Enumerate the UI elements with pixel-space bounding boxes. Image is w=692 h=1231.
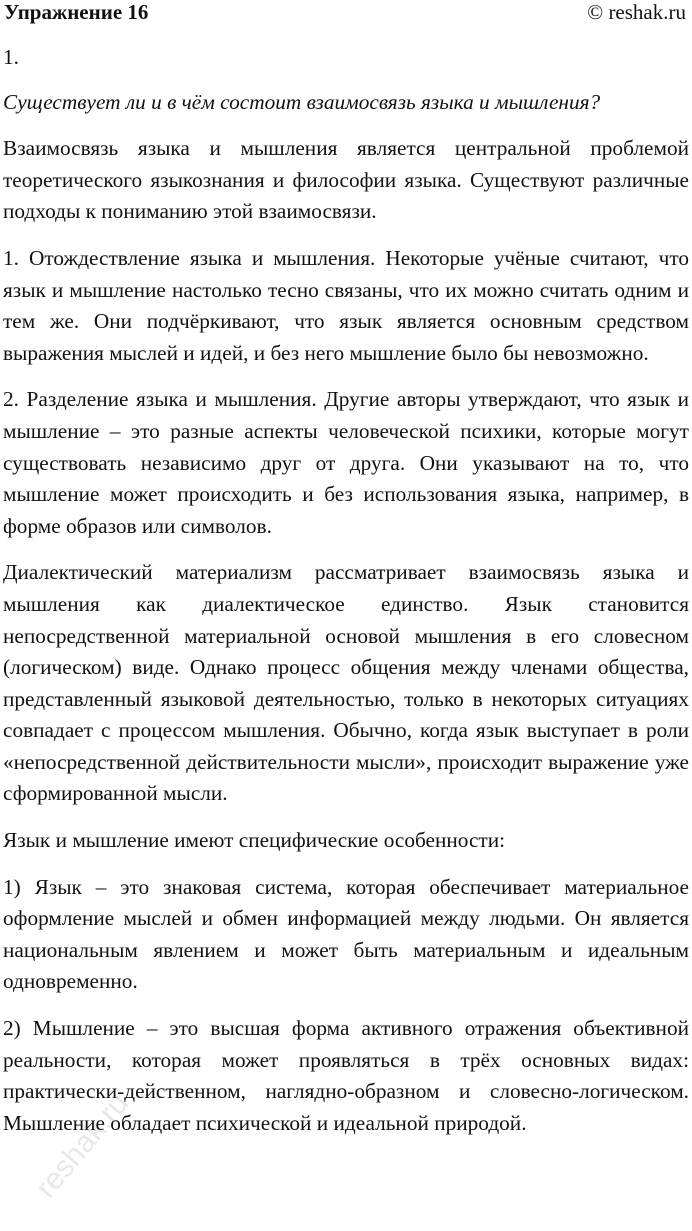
paragraph-dialectical: Диалектический материализм рассматривает взаимосвязь языка и мышления как диалектическое единство. Язык становится непосредственной материальной основой мышления в его словесном (логическом) виде. Однако процесс общения между членами общества, представленный языковой деятельностью, только в некоторых ситуациях совпадает с процессом мышления. Обычно, когда язык выступает в роли «непосредственной действительности мысли», происходит выражение уже сформированной мысли. xyxy=(3,560,689,806)
paragraph-separation: 2. Разделение языка и мышления. Другие авторы утверждают, что язык и мышление – это разные аспекты человеческой психики, которые могут существовать независимо друг от друга. Они указывают на то, что мышление может происходить и без использования языка, например, в форме образов или символов. xyxy=(3,387,689,538)
paragraph-intro: Взаимосвязь языка и мышления является центральной проблемой теоретического языкознания и философии языка. Существуют различные подходы к пониманию этой взаимосвязи. xyxy=(3,136,689,224)
exercise-title: Упражнение 16 xyxy=(4,0,149,24)
paragraph-thinking: 2) Мышление – это высшая форма активного отражения объективной реальности, которая может проявляться в трёх основных видах: практически-действенном, наглядно-образном и словесно-логическом. Мышление обладает психической и идеальной природой. xyxy=(3,1016,689,1135)
copyright-link[interactable]: © reshak.ru xyxy=(587,0,686,24)
watermark: reshak.ru xyxy=(29,1087,136,1205)
paragraph-identification: 1. Отождествление языка и мышления. Некоторые учёные считают, что язык и мышление настолько тесно связаны, что их можно считать одним и тем же. Они подчёркивают, что язык является основным средством выражения мыслей и идей, и без него мышление было бы невозможно. xyxy=(3,245,689,365)
task-number: 1. xyxy=(3,45,19,69)
header xyxy=(4,0,686,30)
paragraph-language: 1) Язык – это знаковая система, которая обеспечивает материальное оформление мыслей и обмен информацией между людьми. Он является национальным явлением и может быть материальным и идеальным одновременно. xyxy=(3,874,689,994)
document-body xyxy=(3,42,689,1154)
question: Существует ли и в чём состоит взаимосвязь языка и мышления? xyxy=(3,89,601,114)
paragraph-features-lead: Язык и мышление имеют специфические особенности: xyxy=(3,828,506,853)
